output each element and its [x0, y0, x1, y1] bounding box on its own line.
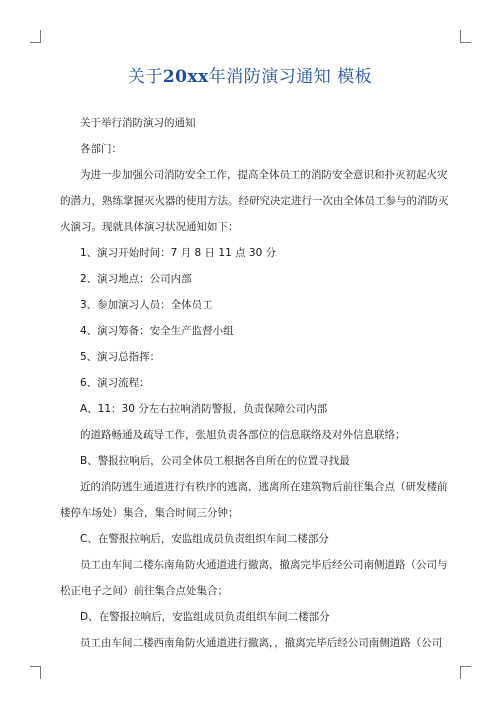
crop-mark-bottom-right: [460, 666, 471, 679]
salutation: 各部门：: [80, 143, 122, 155]
procedure-a-line-2: 的道路畅通及疏导工作，张旭负责各部位的信息联络及对外信息联络；: [80, 429, 406, 441]
notice-heading: 关于举行消防演习的通知: [80, 117, 196, 129]
title-year: 20xx: [162, 67, 209, 87]
procedure-c-line-2: 员工由车间二楼东南角防火通道进行撤离，撤离完毕后经公司南侧道路（公司与: [80, 559, 448, 571]
procedure-b-line-1: B、警报拉响后，公司全体员工根据各自所在的位置寻找最: [80, 455, 350, 467]
crop-mark-top-left: [30, 30, 41, 43]
list-item-preparation: 4、演习筹备：安全生产监督小组: [80, 325, 234, 337]
crop-mark-bottom-left: [30, 666, 41, 679]
procedure-c-line-3: 松正电子之间）前往集合点处集合；: [60, 585, 228, 597]
procedure-a-line-1: A、11：30 分左右拉响消防警报，负责保障公司内部: [80, 403, 328, 415]
procedure-d-line-2: 员工由车间二楼西南角防火通道进行撤离，，撤离完毕后经公司南侧道路（公司: [80, 637, 443, 649]
procedure-b-line-3: 楼停车场处）集合，集合时间三分钟；: [60, 507, 239, 519]
list-item-procedure: 6、演习流程：: [80, 377, 150, 389]
procedure-c-line-1: C、在警报拉响后，安监组成员负责组织车间二楼部分: [80, 533, 329, 545]
paragraph-intro-line-3: 火演习。现就具体演习状况通知如下：: [60, 221, 239, 233]
list-item-participants: 3、参加演习人员：全体员工: [80, 299, 213, 311]
procedure-d-line-1: D、在警报拉响后，安监组成员负责组织车间二楼部分: [80, 611, 330, 623]
list-item-commander: 5、演习总指挥：: [80, 351, 161, 363]
paragraph-intro-line-1: 为进一步加强公司消防安全工作，提高全体员工的消防安全意识和扑灭初起火灾: [80, 169, 448, 181]
document-title: [0, 62, 500, 87]
title-prefix: 关于: [127, 67, 163, 87]
document-body: [60, 110, 449, 656]
paragraph-intro-line-2: 的潜力，熟练掌握灭火器的使用方法。经研究决定进行一次由全体员工参与的消防灭: [60, 195, 449, 207]
list-item-location: 2、演习地点：公司内部: [80, 273, 192, 285]
crop-mark-top-right: [460, 30, 471, 43]
procedure-b-line-2: 近的消防逃生通道进行有秩序的逃离，逃离所在建筑物后前往集合点（研发楼前: [80, 481, 448, 493]
list-item-time: 1、演习开始时间：7 月 8 日 11 点 30 分: [80, 247, 277, 259]
title-suffix: 年消防演习通知 模板: [208, 67, 373, 87]
